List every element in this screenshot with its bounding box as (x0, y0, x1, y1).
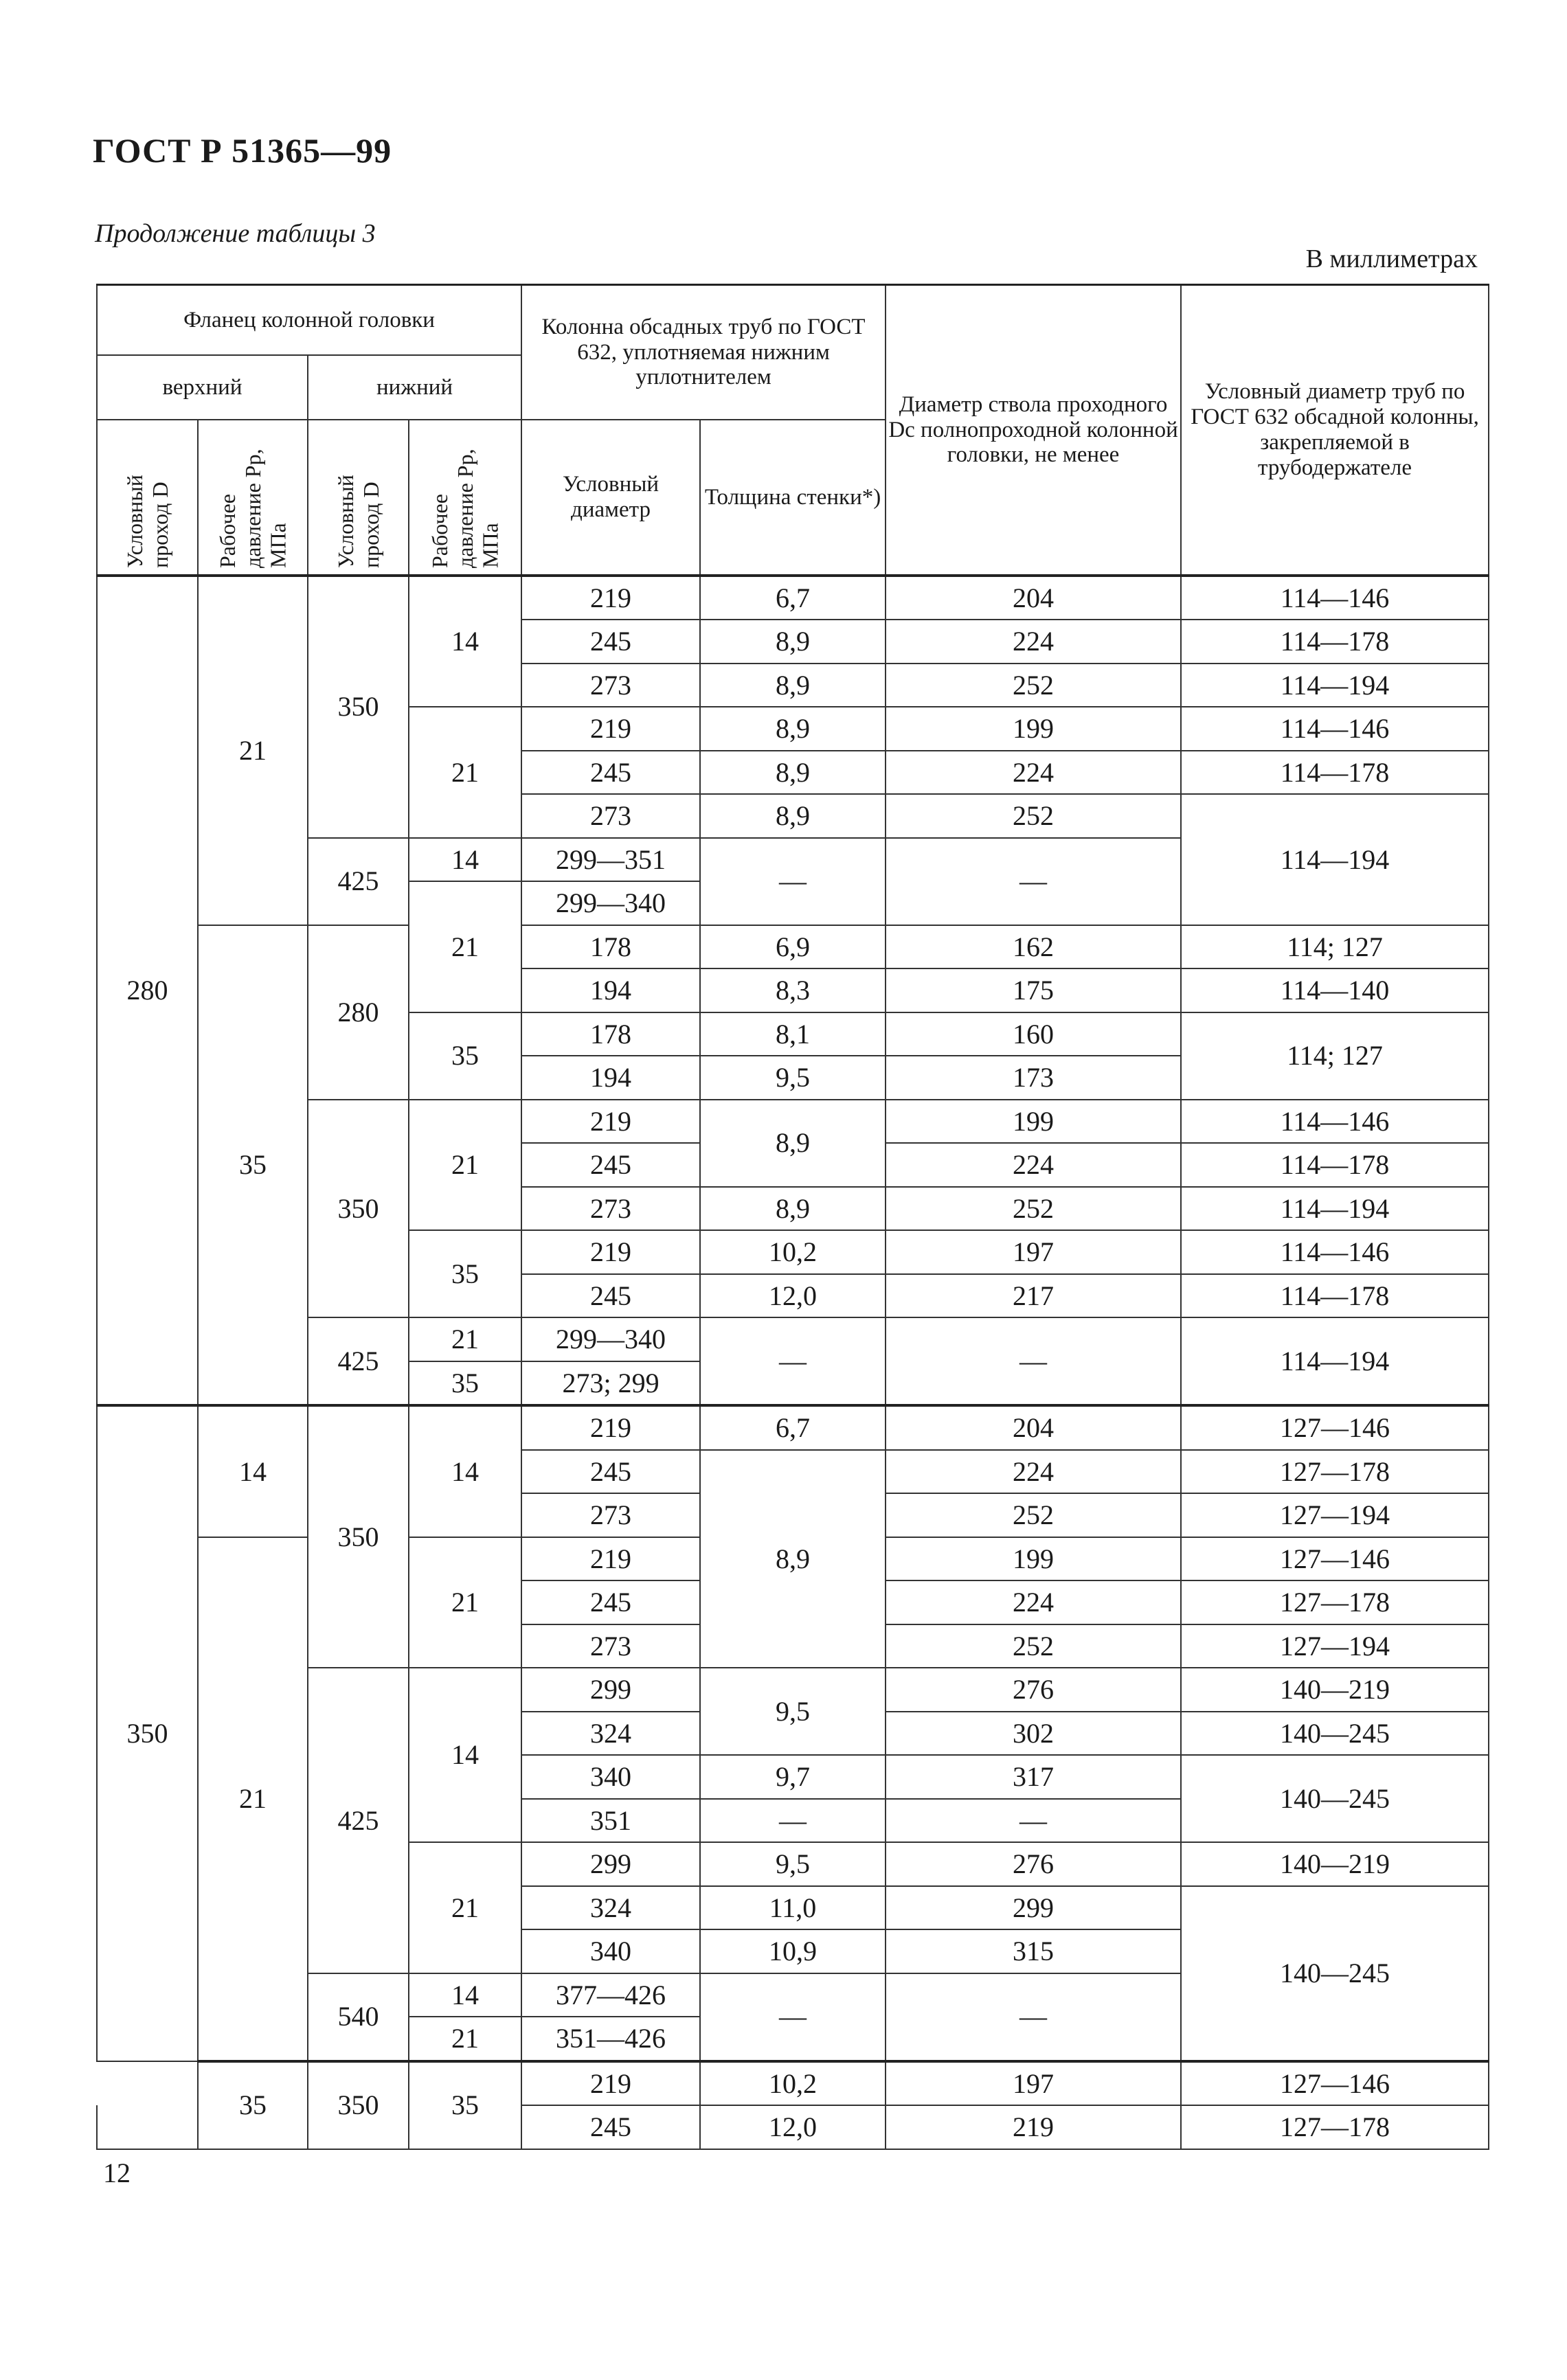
group-lower-du: 280 (308, 925, 409, 1100)
table-cell: 162 (886, 925, 1181, 969)
group-lower-du: 425 (308, 1668, 409, 1973)
table-cell: 114—146 (1181, 576, 1489, 620)
table-cell: 197 (886, 2061, 1181, 2106)
lower-flange-header: нижний (308, 355, 521, 420)
group-pressure: 21 (198, 1537, 308, 2061)
table-cell: 299 (521, 1842, 700, 1886)
table-cell: 340 (521, 1755, 700, 1799)
bore-header: Диаметр ствола проходного Dс полнопроходной колонной головки, не менее (886, 285, 1181, 576)
table-cell: — (886, 838, 1181, 925)
table-cell: 219 (521, 707, 700, 751)
table-cell: — (886, 1973, 1181, 2061)
table-cell: 6,9 (700, 925, 886, 969)
table-cell: — (886, 1799, 1181, 1843)
group-lower-pressure: 21 (409, 1842, 521, 1973)
table-cell: 9,7 (700, 1755, 886, 1799)
table-cell: 127—178 (1181, 1580, 1489, 1624)
table-cell: 12,0 (700, 1274, 886, 1318)
upper-nominal-bore-header: Условный проход D (122, 475, 172, 568)
group-lower-pressure: 35 (409, 1230, 521, 1317)
page-number: 12 (103, 2157, 131, 2188)
group-lower-du: 350 (308, 576, 409, 838)
table-cell: 224 (886, 1580, 1181, 1624)
table-cell: 273 (521, 1187, 700, 1231)
table-cell: 302 (886, 1712, 1181, 1756)
group-lower-pressure: 14 (409, 838, 521, 882)
group-lower-pressure: 21 (409, 1537, 521, 1668)
group-lower-pressure: 21 (409, 1317, 521, 1361)
table-cell: 127—178 (1181, 1450, 1489, 1494)
table-cell: 8,9 (700, 1450, 886, 1668)
table-cell: 140—219 (1181, 1668, 1489, 1712)
table-cell: 252 (886, 1493, 1181, 1537)
table-cell: 114—146 (1181, 1230, 1489, 1274)
table-cell: 340 (521, 1929, 700, 1973)
table-subtitle: Продолжение таблицы 3 (95, 219, 376, 248)
table-cell: 324 (521, 1886, 700, 1930)
table-cell: 219 (886, 2105, 1181, 2149)
table-cell: 197 (886, 1230, 1181, 1274)
table-cell: 10,2 (700, 1230, 886, 1274)
table-cell: 178 (521, 925, 700, 969)
table-cell: 377—426 (521, 1973, 700, 2017)
table-cell: 140—245 (1181, 1755, 1489, 1842)
table-cell: 245 (521, 1580, 700, 1624)
table-cell: 9,5 (700, 1056, 886, 1100)
group-lower-du: 350 (308, 1100, 409, 1318)
table-cell: 8,9 (700, 1187, 886, 1231)
table-cell: 127—146 (1181, 2061, 1489, 2106)
table-cell: 127—194 (1181, 1624, 1489, 1668)
table-cell: 127—178 (1181, 2105, 1489, 2149)
table-cell: 199 (886, 1100, 1181, 1144)
table-cell: 273 (521, 794, 700, 838)
table-cell: 114—178 (1181, 1143, 1489, 1187)
table-cell: 10,2 (700, 2061, 886, 2106)
table-cell: 127—194 (1181, 1493, 1489, 1537)
group-lower-du: 350 (308, 1405, 409, 1668)
table-cell: — (700, 1799, 886, 1843)
group-lower-du: 540 (308, 1973, 409, 2061)
upper-pressure-header: Рабочее давление Pр, МПа (214, 449, 291, 568)
group-du: 280 (97, 576, 198, 1406)
table-cell: 273 (521, 1624, 700, 1668)
table-cell: 8,9 (700, 664, 886, 707)
table-cell: 273 (521, 1493, 700, 1537)
table-cell: 299—340 (521, 1317, 700, 1361)
table-cell: 114—178 (1181, 1274, 1489, 1318)
table-cell: 351 (521, 1799, 700, 1843)
group-lower-pressure: 14 (409, 1973, 521, 2017)
table-cell: 127—146 (1181, 1405, 1489, 1450)
table-cell: 273; 299 (521, 1361, 700, 1406)
table-cell: 219 (521, 1405, 700, 1450)
group-lower-pressure: 14 (409, 576, 521, 707)
table-cell: 252 (886, 1187, 1181, 1231)
table-cell: 114—178 (1181, 751, 1489, 795)
group-lower-pressure: 21 (409, 2017, 521, 2061)
table-cell: 245 (521, 1143, 700, 1187)
table-cell: 276 (886, 1842, 1181, 1886)
table-cell: 6,7 (700, 1405, 886, 1450)
group-lower-pressure: 21 (409, 707, 521, 838)
table-cell: 127—146 (1181, 1537, 1489, 1581)
table-cell: 273 (521, 664, 700, 707)
table-cell: 9,5 (700, 1668, 886, 1755)
group-lower-du: 350 (308, 2061, 409, 2149)
table-cell: 299 (521, 1668, 700, 1712)
table-cell: 219 (521, 1100, 700, 1144)
table-cell: 204 (886, 1405, 1181, 1450)
table-cell: 245 (521, 1450, 700, 1494)
table-cell: 8,1 (700, 1012, 886, 1056)
table-cell: 199 (886, 1537, 1181, 1581)
table-cell: 173 (886, 1056, 1181, 1100)
wall-thickness-header: Толщина стенки*) (700, 420, 886, 576)
specification-table (96, 284, 1489, 2150)
flange-header: Фланец колонной головки (97, 285, 521, 356)
casing-header: Колонна обсадных труб по ГОСТ 632, уплотняемая нижним уплотнителем (521, 285, 886, 420)
table-cell: 194 (521, 1056, 700, 1100)
table-cell: 224 (886, 620, 1181, 664)
table-cell: 11,0 (700, 1886, 886, 1930)
table-cell: 217 (886, 1274, 1181, 1318)
upper-flange-header: верхний (97, 355, 308, 420)
group-lower-du: 425 (308, 1317, 409, 1405)
lower-nominal-bore-header: Условный проход D (332, 475, 383, 568)
group-lower-pressure: 14 (409, 1405, 521, 1537)
table-cell: 219 (521, 2061, 700, 2106)
table-cell: 252 (886, 664, 1181, 707)
table-cell: 114—194 (1181, 1187, 1489, 1231)
table-cell: 8,9 (700, 794, 886, 838)
table-cell: 299 (886, 1886, 1181, 1930)
table-cell: 245 (521, 2105, 700, 2149)
table-cell: 114—194 (1181, 1317, 1489, 1405)
table-cell: — (700, 1317, 886, 1405)
table-cell: 114; 127 (1181, 925, 1489, 969)
pipe-range-header: Условный диаметр труб по ГОСТ 632 обсадной колонны, закрепляемой в трубодержателе (1181, 285, 1489, 576)
table-cell: 224 (886, 1450, 1181, 1494)
table-cell: 351—426 (521, 2017, 700, 2061)
table-cell: 252 (886, 1624, 1181, 1668)
group-lower-pressure: 21 (409, 881, 521, 1012)
units-note: В миллиметрах (1305, 245, 1478, 273)
table-cell: 8,9 (700, 751, 886, 795)
group-du: 350 (97, 1405, 198, 2061)
table-cell: 8,3 (700, 968, 886, 1012)
table-cell: 224 (886, 1143, 1181, 1187)
group-lower-pressure: 35 (409, 1012, 521, 1100)
table-cell: 114; 127 (1181, 1012, 1489, 1100)
table-cell: 299—340 (521, 881, 700, 925)
table-cell: 315 (886, 1929, 1181, 1973)
group-lower-pressure: 35 (409, 2061, 521, 2149)
table-cell: 114—146 (1181, 1100, 1489, 1144)
table-cell: 114—178 (1181, 620, 1489, 664)
table-cell: 10,9 (700, 1929, 886, 1973)
table-cell: 160 (886, 1012, 1181, 1056)
document-title: ГОСТ Р 51365—99 (93, 131, 392, 170)
table-cell: 276 (886, 1668, 1181, 1712)
table-cell: 6,7 (700, 576, 886, 620)
table-cell: 245 (521, 1274, 700, 1318)
table-cell: 194 (521, 968, 700, 1012)
group-lower-pressure: 35 (409, 1361, 521, 1406)
group-pressure: 35 (198, 2061, 308, 2149)
table-cell: 8,9 (700, 1100, 886, 1187)
table-cell: — (700, 838, 886, 925)
table-cell: 8,9 (700, 620, 886, 664)
group-lower-pressure: 14 (409, 1668, 521, 1842)
table-cell: 140—245 (1181, 1886, 1489, 2061)
group-pressure: 21 (198, 576, 308, 925)
table-cell: 245 (521, 751, 700, 795)
table-cell: 199 (886, 707, 1181, 751)
table-cell: 140—245 (1181, 1712, 1489, 1756)
table-cell: 317 (886, 1755, 1181, 1799)
table-cell: 245 (521, 620, 700, 664)
group-lower-pressure: 21 (409, 1100, 521, 1231)
group-lower-du: 425 (308, 838, 409, 925)
table-cell: 114—194 (1181, 664, 1489, 707)
table-cell: 299—351 (521, 838, 700, 882)
table-cell: — (700, 1973, 886, 2061)
table-cell: 175 (886, 968, 1181, 1012)
table-cell: 219 (521, 576, 700, 620)
group-pressure: 35 (198, 925, 308, 1406)
table-cell: 224 (886, 751, 1181, 795)
table-cell: 219 (521, 1230, 700, 1274)
table-cell: 324 (521, 1712, 700, 1756)
table-cell: 140—219 (1181, 1842, 1489, 1886)
table-cell: 9,5 (700, 1842, 886, 1886)
table-cell: 204 (886, 576, 1181, 620)
table-cell: 114—194 (1181, 794, 1489, 925)
group-pressure: 14 (198, 1405, 308, 1537)
nominal-diameter-header: Условный диаметр (521, 420, 700, 576)
table-cell: 12,0 (700, 2105, 886, 2149)
table-cell: 114—140 (1181, 968, 1489, 1012)
lower-pressure-header: Рабочее давление Pр, МПа (427, 449, 503, 568)
table-cell: 114—146 (1181, 707, 1489, 751)
table-cell: 219 (521, 1537, 700, 1581)
table-cell: 8,9 (700, 707, 886, 751)
table-cell: 178 (521, 1012, 700, 1056)
table-cell: — (886, 1317, 1181, 1405)
table-cell: 252 (886, 794, 1181, 838)
